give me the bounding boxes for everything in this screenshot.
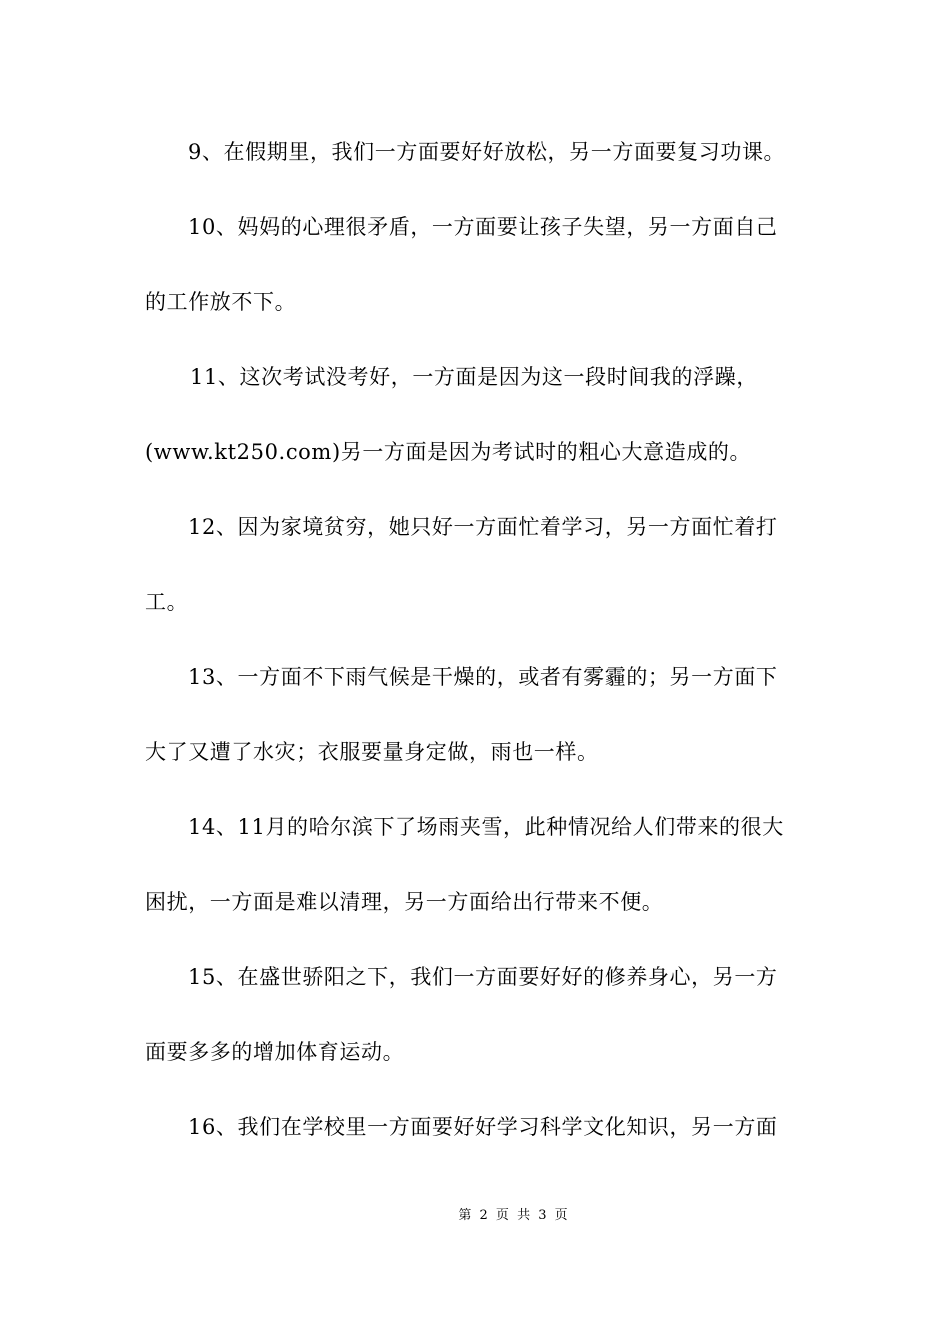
- paragraph-13-line-2: 大了又遭了水灾；衣服要量身定做，雨也一样。: [145, 740, 599, 764]
- paragraph-12-line-2: 工。: [145, 590, 189, 614]
- footer-prefix: 第: [458, 1208, 472, 1223]
- paragraph-10-line-1: 10、妈妈的心理很矛盾，一方面要让孩子失望，另一方面自己: [188, 215, 778, 239]
- footer-total-pages: 3: [538, 1208, 547, 1223]
- footer-page-number: 2: [479, 1208, 488, 1223]
- paragraph-12-line-1: 12、因为家境贫穷，她只好一方面忙着学习，另一方面忙着打: [188, 515, 778, 539]
- footer-middle2: 共: [517, 1208, 531, 1223]
- paragraph-11-line-2: (www.kt250.com)另一方面是因为考试时的粗心大意造成的。: [145, 440, 752, 464]
- paragraph-13-line-1: 13、一方面不下雨气候是干燥的，或者有雾霾的；另一方面下: [188, 665, 778, 689]
- paragraph-14-line-1: 14、11月的哈尔滨下了场雨夹雪，此种情况给人们带来的很大: [188, 815, 784, 839]
- paragraph-14-line-2: 困扰，一方面是难以清理，另一方面给出行带来不便。: [145, 890, 664, 914]
- paragraph-10-line-2: 的工作放不下。: [145, 290, 297, 314]
- page-footer: [0, 1207, 950, 1225]
- paragraph-9-line-1: 9、在假期里，我们一方面要好好放松，另一方面要复习功课。: [188, 140, 786, 164]
- paragraph-15-line-2: 面要多多的增加体育运动。: [145, 1040, 405, 1064]
- paragraph-11-line-1: 11、这次考试没考好，一方面是因为这一段时间我的浮躁，: [190, 365, 758, 389]
- footer-suffix: 页: [554, 1208, 568, 1223]
- paragraph-16-line-1: 16、我们在学校里一方面要好好学习科学文化知识，另一方面: [188, 1115, 778, 1139]
- footer-middle1: 页: [495, 1208, 509, 1223]
- paragraph-15-line-1: 15、在盛世骄阳之下，我们一方面要好好的修养身心，另一方: [188, 965, 778, 989]
